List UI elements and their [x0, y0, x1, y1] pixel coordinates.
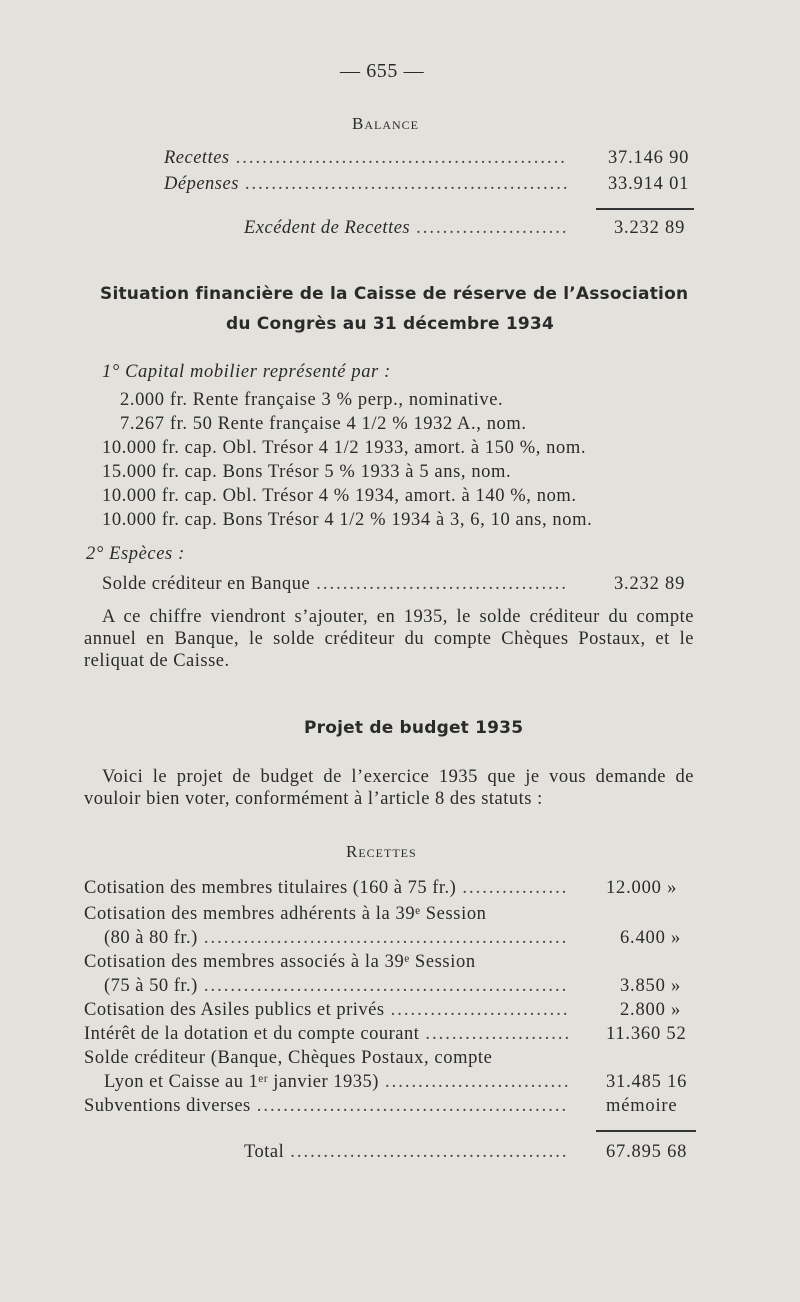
budget-intro: Voici le projet de budget de l’exercice 1935 que je vous demande de vouloir bien voter, conformément à l’article 8 des statuts : — [84, 767, 694, 809]
capital-item: 7.267 fr. 50 Rente française 4 1/2 % 1932 A., nom. — [120, 414, 527, 434]
situation-paragraph: A ce chiffre viendront s’ajouter, en 1935, le solde créditeur du compte annuel en Banque, le solde créditeur du compte Chèques Postaux, et le reliquat de Caisse. — [84, 607, 694, 671]
budget-item-amount: 6.400 » — [620, 928, 682, 948]
budget-item — [84, 1096, 574, 1117]
leader-dots — [290, 1142, 568, 1163]
capital-item: 10.000 fr. cap. Obl. Trésor 4 % 1934, amort. à 140 %, nom. — [102, 486, 577, 506]
budget-item-label: Intérêt de la dotation et du compte courant — [84, 1024, 420, 1044]
total-label: Total — [244, 1142, 285, 1162]
total-amount: 67.895 68 — [606, 1142, 688, 1162]
balance-excedent-row — [244, 218, 574, 239]
budget-item-label: Cotisation des membres associés à la 39ᵉ Session — [84, 952, 476, 972]
leader-dots — [425, 1024, 568, 1045]
leader-dots — [385, 1072, 568, 1093]
budget-item-label-cont: (75 à 50 fr.) — [104, 976, 198, 996]
budget-item — [84, 1000, 574, 1021]
balance-row-label: Dépenses — [164, 174, 239, 194]
solde-label: Solde créditeur en Banque — [102, 574, 311, 594]
page-number: — 655 — — [340, 60, 425, 82]
budget-item — [104, 1072, 574, 1093]
budget-item — [104, 976, 574, 997]
leader-dots — [257, 1096, 568, 1117]
budget-item-amount: 2.800 » — [620, 1000, 682, 1020]
capital-item: 10.000 fr. cap. Obl. Trésor 4 1/2 1933, amort. à 150 %, nom. — [102, 438, 587, 458]
budget-item-label: Cotisation des Asiles publics et privés — [84, 1000, 385, 1020]
balance-row-depenses — [164, 174, 574, 195]
capital-heading: 1° Capital mobilier représenté par : — [102, 362, 391, 382]
budget-item — [104, 928, 574, 949]
recettes-heading: Recettes — [346, 842, 417, 861]
budget-item-amount: 3.850 » — [620, 976, 682, 996]
balance-row-amount: 37.146 90 — [608, 148, 690, 168]
budget-item-label-cont: Lyon et Caisse au 1ᵉʳ janvier 1935) — [104, 1072, 379, 1092]
balance-row-label: Recettes — [164, 148, 230, 168]
solde-amount: 3.232 89 — [614, 574, 686, 594]
sum-rule — [596, 208, 694, 210]
capital-item: 10.000 fr. cap. Bons Trésor 4 1/2 % 1934 à 3, 6, 10 ans, nom. — [102, 510, 593, 530]
situation-title-line2: du Congrès au 31 décembre 1934 — [226, 314, 554, 334]
excedent-label: Excédent de Recettes — [244, 218, 411, 238]
especes-heading: 2° Espèces : — [86, 544, 185, 564]
leader-dots — [416, 218, 568, 239]
budget-item-label: Cotisation des membres adhérents à la 39ᵉ Session — [84, 904, 487, 924]
leader-dots — [245, 174, 568, 195]
budget-item-amount: mémoire — [606, 1096, 678, 1116]
leader-dots — [236, 148, 568, 169]
total-row — [244, 1142, 574, 1163]
budget-item-label: Solde créditeur (Banque, Chèques Postaux, compte — [84, 1048, 493, 1068]
leader-dots — [204, 928, 568, 949]
balance-row-amount: 33.914 01 — [608, 174, 690, 194]
budget-item-label: Cotisation des membres titulaires (160 à 75 fr.) — [84, 878, 457, 898]
situation-title-line1: Situation financière de la Caisse de réserve de l’Association — [100, 284, 689, 304]
leader-dots — [204, 976, 568, 997]
budget-item-label: Subventions diverses — [84, 1096, 251, 1116]
leader-dots — [391, 1000, 568, 1021]
budget-item-amount: 12.000 » — [606, 878, 678, 898]
solde-row — [102, 574, 574, 595]
total-rule — [596, 1130, 696, 1132]
capital-item: 2.000 fr. Rente française 3 % perp., nominative. — [120, 390, 504, 410]
capital-item: 15.000 fr. cap. Bons Trésor 5 % 1933 à 5 ans, nom. — [102, 462, 512, 482]
excedent-amount: 3.232 89 — [614, 218, 686, 238]
budget-item-label-cont: (80 à 80 fr.) — [104, 928, 198, 948]
budget-item — [84, 1024, 574, 1045]
budget-title: Projet de budget 1935 — [304, 718, 524, 738]
balance-row-recettes — [164, 148, 574, 169]
leader-dots — [462, 878, 568, 899]
balance-heading: Balance — [352, 114, 420, 133]
budget-item-amount: 11.360 52 — [606, 1024, 687, 1044]
budget-item — [84, 878, 574, 899]
budget-item-amount: 31.485 16 — [606, 1072, 688, 1092]
leader-dots — [316, 574, 568, 595]
